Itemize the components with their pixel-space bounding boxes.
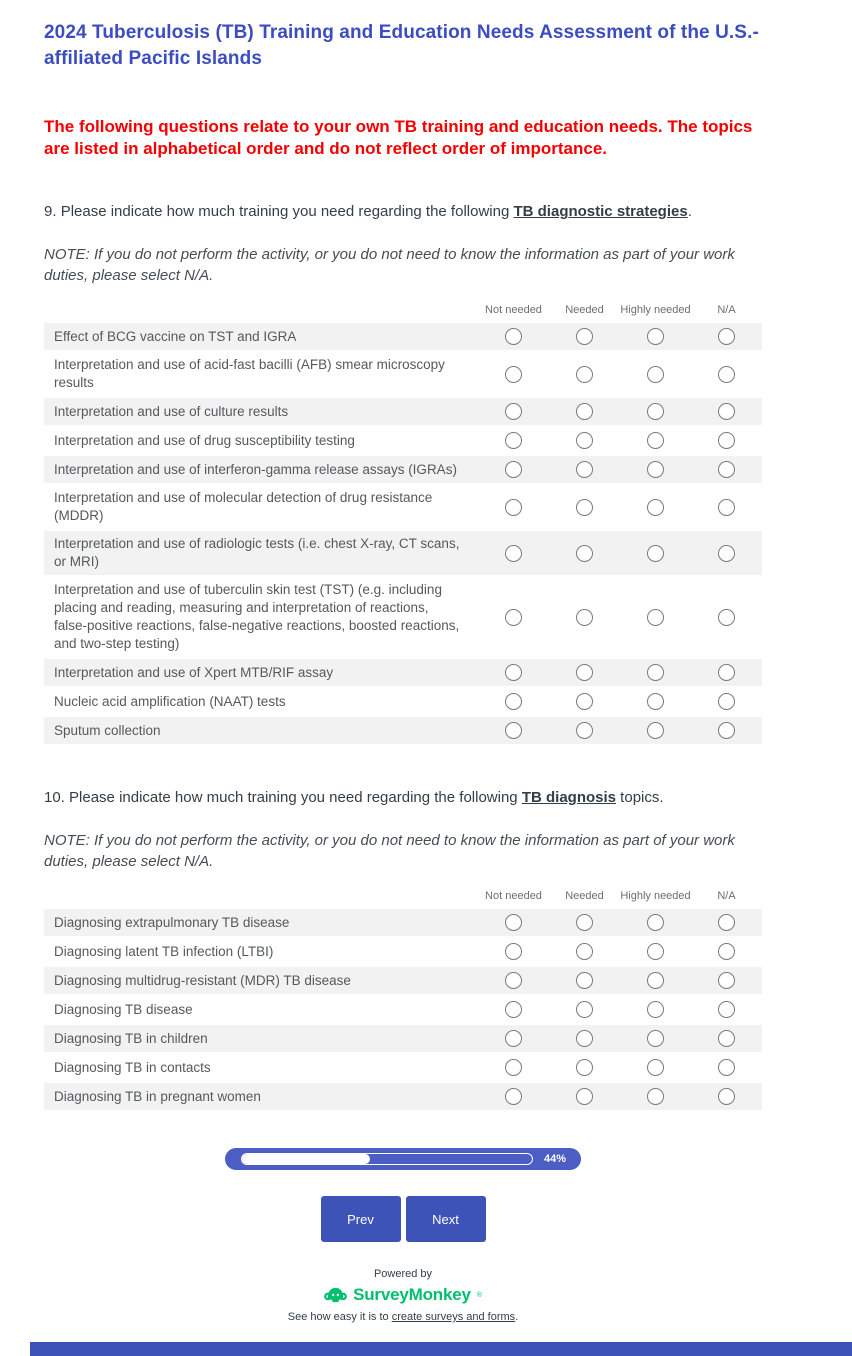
radio-cell-highly-needed <box>620 328 691 345</box>
radio-needed[interactable] <box>576 1088 593 1105</box>
radio-cell-na <box>691 328 762 345</box>
radio-cell-not-needed <box>478 972 549 989</box>
row-label: Diagnosing multidrug-resistant (MDR) TB disease <box>54 972 351 988</box>
radio-not-needed[interactable] <box>505 545 522 562</box>
radio-needed[interactable] <box>576 693 593 710</box>
radio-not-needed[interactable] <box>505 914 522 931</box>
radio-highly-needed[interactable] <box>647 914 664 931</box>
footer-cta-prefix: See how easy it is to <box>287 1311 392 1323</box>
page-title: 2024 Tuberculosis (TB) Training and Education Needs Assessment of the U.S.-affiliated Pacific Islands <box>44 22 759 69</box>
footer-cta-suffix: . <box>515 1311 519 1323</box>
radio-highly-needed[interactable] <box>647 972 664 989</box>
radio-cell-not-needed <box>478 1059 549 1076</box>
radio-highly-needed[interactable] <box>647 609 664 626</box>
radio-not-needed[interactable] <box>505 943 522 960</box>
column-header-na: N/A <box>717 890 736 902</box>
radio-cell-highly-needed <box>620 461 691 478</box>
radio-highly-needed[interactable] <box>647 943 664 960</box>
radio-cell-not-needed <box>478 366 549 383</box>
radio-cell-not-needed <box>478 664 549 681</box>
radio-highly-needed[interactable] <box>647 545 664 562</box>
row-label: Interpretation and use of tuberculin skin test (TST) (e.g. including placing and reading, measuring and interpretation of reactions, false-positive reactions, false-negative reactions, boosted reactions, and two-step testing) <box>54 582 460 651</box>
column-header-not-needed: Not needed <box>485 304 542 316</box>
table-row <box>44 1025 762 1054</box>
radio-cell-na <box>691 403 762 420</box>
radio-cell-not-needed <box>478 693 549 710</box>
radio-na[interactable] <box>718 914 735 931</box>
radio-cell-needed <box>549 461 620 478</box>
question-9-number: 9. <box>44 203 61 220</box>
radio-cell-needed <box>549 432 620 449</box>
radio-cell-not-needed <box>478 461 549 478</box>
radio-needed[interactable] <box>576 609 593 626</box>
radio-cell-needed <box>549 914 620 931</box>
table-row <box>44 909 762 938</box>
radio-na[interactable] <box>718 403 735 420</box>
radio-cell-highly-needed <box>620 499 691 516</box>
radio-highly-needed[interactable] <box>647 693 664 710</box>
radio-needed[interactable] <box>576 545 593 562</box>
row-label: Interpretation and use of acid-fast bacilli (AFB) smear microscopy results <box>54 357 445 390</box>
radio-highly-needed[interactable] <box>647 1001 664 1018</box>
row-label: Diagnosing latent TB infection (LTBI) <box>54 943 274 959</box>
radio-not-needed[interactable] <box>505 664 522 681</box>
row-label: Interpretation and use of interferon-gamma release assays (IGRAs) <box>54 461 457 477</box>
row-label: Effect of BCG vaccine on TST and IGRA <box>54 328 297 344</box>
radio-needed[interactable] <box>576 499 593 516</box>
radio-cell-highly-needed <box>620 545 691 562</box>
radio-cell-highly-needed <box>620 1059 691 1076</box>
radio-needed[interactable] <box>576 432 593 449</box>
radio-cell-not-needed <box>478 722 549 739</box>
radio-na[interactable] <box>718 943 735 960</box>
row-label: Diagnosing extrapulmonary TB disease <box>54 914 290 930</box>
table-row <box>44 323 762 352</box>
radio-not-needed[interactable] <box>505 972 522 989</box>
radio-na[interactable] <box>718 1088 735 1105</box>
radio-cell-highly-needed <box>620 693 691 710</box>
radio-cell-highly-needed <box>620 403 691 420</box>
question-10-note: NOTE: If you do not perform the activity, or you do not need to know the information as part of your work duties, please select N/A. <box>44 832 735 870</box>
radio-cell-not-needed <box>478 499 549 516</box>
radio-needed[interactable] <box>576 972 593 989</box>
radio-cell-highly-needed <box>620 1030 691 1047</box>
matrix-rows <box>44 323 762 746</box>
radio-needed[interactable] <box>576 1059 593 1076</box>
radio-cell-highly-needed <box>620 914 691 931</box>
radio-na[interactable] <box>718 693 735 710</box>
radio-needed[interactable] <box>576 366 593 383</box>
radio-cell-highly-needed <box>620 664 691 681</box>
column-header-not-needed: Not needed <box>485 890 542 902</box>
table-row <box>44 531 762 577</box>
bottom-bar <box>30 1342 852 1356</box>
question-10-prompt: Please indicate how much training you need regarding the following <box>69 789 522 806</box>
radio-cell-na <box>691 1030 762 1047</box>
radio-cell-needed <box>549 972 620 989</box>
question-9-matrix <box>44 300 762 746</box>
row-label: Interpretation and use of molecular detection of drug resistance (MDDR) <box>54 490 433 523</box>
registered-mark: ® <box>476 1291 482 1299</box>
matrix-header <box>44 886 762 909</box>
row-label: Diagnosing TB in children <box>54 1030 208 1046</box>
next-button[interactable]: Next <box>406 1196 486 1242</box>
table-row <box>44 456 762 485</box>
powered-by-label: Powered by <box>373 1268 433 1280</box>
question-10-number: 10. <box>44 789 70 806</box>
radio-cell-highly-needed <box>620 972 691 989</box>
progress-track <box>241 1153 533 1165</box>
progress-bar <box>225 1148 581 1170</box>
matrix-header <box>44 300 762 323</box>
radio-na[interactable] <box>718 609 735 626</box>
row-label: Interpretation and use of radiologic tests (i.e. chest X-ray, CT scans, or MRI) <box>54 536 460 569</box>
radio-not-needed[interactable] <box>505 1088 522 1105</box>
radio-cell-needed <box>549 664 620 681</box>
prev-button[interactable]: Prev <box>321 1196 401 1242</box>
radio-needed[interactable] <box>576 1001 593 1018</box>
radio-not-needed[interactable] <box>505 499 522 516</box>
radio-not-needed[interactable] <box>505 1001 522 1018</box>
table-row <box>44 427 762 456</box>
question-10-emphasis: TB diagnosis <box>521 789 617 806</box>
radio-not-needed[interactable] <box>505 722 522 739</box>
row-label: Sputum collection <box>54 722 161 738</box>
radio-cell-not-needed <box>478 432 549 449</box>
radio-na[interactable] <box>718 664 735 681</box>
radio-cell-highly-needed <box>620 943 691 960</box>
radio-na[interactable] <box>718 972 735 989</box>
radio-cell-not-needed <box>478 1088 549 1105</box>
question-9-suffix: . <box>687 203 692 220</box>
radio-highly-needed[interactable] <box>647 664 664 681</box>
radio-highly-needed[interactable] <box>647 1088 664 1105</box>
radio-cell-not-needed <box>478 403 549 420</box>
create-surveys-link[interactable]: create surveys and forms <box>391 1311 516 1323</box>
row-label: Diagnosing TB disease <box>54 1001 193 1017</box>
nav-buttons <box>44 1196 762 1242</box>
monkey-icon <box>324 1286 347 1305</box>
table-row <box>44 1083 762 1112</box>
radio-cell-needed <box>549 609 620 626</box>
radio-cell-not-needed <box>478 1001 549 1018</box>
table-row <box>44 577 762 659</box>
radio-not-needed[interactable] <box>505 1030 522 1047</box>
table-row <box>44 398 762 427</box>
row-label: Interpretation and use of drug susceptibility testing <box>54 432 355 448</box>
radio-cell-highly-needed <box>620 609 691 626</box>
radio-cell-na <box>691 943 762 960</box>
radio-needed[interactable] <box>576 664 593 681</box>
radio-cell-not-needed <box>478 1030 549 1047</box>
intro-text: The following questions relate to your own TB training and education needs. The topics are listed in alphabetical order and do not reflect order of importance. <box>44 117 753 158</box>
radio-cell-not-needed <box>478 328 549 345</box>
radio-cell-needed <box>549 366 620 383</box>
radio-not-needed[interactable] <box>505 693 522 710</box>
radio-na[interactable] <box>718 1030 735 1047</box>
radio-highly-needed[interactable] <box>647 366 664 383</box>
radio-needed[interactable] <box>576 722 593 739</box>
radio-cell-na <box>691 722 762 739</box>
survey-content <box>44 0 762 1323</box>
radio-not-needed[interactable] <box>505 403 522 420</box>
radio-cell-na <box>691 366 762 383</box>
footer <box>44 1268 762 1323</box>
matrix-rows <box>44 909 762 1112</box>
footer-cta <box>44 1311 762 1323</box>
row-label: Interpretation and use of Xpert MTB/RIF assay <box>54 664 334 680</box>
radio-cell-na <box>691 461 762 478</box>
radio-needed[interactable] <box>576 328 593 345</box>
radio-highly-needed[interactable] <box>647 722 664 739</box>
radio-cell-needed <box>549 403 620 420</box>
radio-cell-needed <box>549 1030 620 1047</box>
question-9 <box>44 202 762 746</box>
radio-cell-na <box>691 693 762 710</box>
radio-cell-highly-needed <box>620 1001 691 1018</box>
radio-cell-needed <box>549 1059 620 1076</box>
radio-cell-not-needed <box>478 545 549 562</box>
surveymonkey-wordmark: SurveyMonkey <box>353 1285 471 1304</box>
radio-na[interactable] <box>718 1059 735 1076</box>
radio-needed[interactable] <box>576 461 593 478</box>
question-10-matrix <box>44 886 762 1112</box>
radio-na[interactable] <box>718 722 735 739</box>
radio-cell-needed <box>549 943 620 960</box>
radio-cell-needed <box>549 499 620 516</box>
radio-cell-na <box>691 664 762 681</box>
radio-na[interactable] <box>718 545 735 562</box>
question-9-prompt: Please indicate how much training you need regarding the following <box>60 203 514 220</box>
radio-cell-na <box>691 499 762 516</box>
row-label: Nucleic acid amplification (NAAT) tests <box>54 693 286 709</box>
question-9-emphasis: TB diagnostic strategies <box>513 203 688 220</box>
radio-highly-needed[interactable] <box>647 432 664 449</box>
radio-highly-needed[interactable] <box>647 1059 664 1076</box>
radio-cell-highly-needed <box>620 1088 691 1105</box>
radio-cell-not-needed <box>478 914 549 931</box>
table-row <box>44 659 762 688</box>
radio-needed[interactable] <box>576 403 593 420</box>
radio-not-needed[interactable] <box>505 366 522 383</box>
table-row <box>44 938 762 967</box>
radio-needed[interactable] <box>576 914 593 931</box>
progress-fill <box>242 1154 370 1164</box>
row-label: Diagnosing TB in contacts <box>54 1059 211 1075</box>
radio-cell-needed <box>549 693 620 710</box>
radio-na[interactable] <box>718 461 735 478</box>
surveymonkey-logo[interactable] <box>44 1285 762 1305</box>
radio-highly-needed[interactable] <box>647 499 664 516</box>
question-9-note: NOTE: If you do not perform the activity, or you do not need to know the information as part of your work duties, please select N/A. <box>44 246 735 284</box>
radio-cell-highly-needed <box>620 722 691 739</box>
question-10 <box>44 788 762 1112</box>
radio-na[interactable] <box>718 366 735 383</box>
table-row <box>44 996 762 1025</box>
radio-na[interactable] <box>718 328 735 345</box>
table-row <box>44 967 762 996</box>
radio-cell-needed <box>549 328 620 345</box>
radio-na[interactable] <box>718 499 735 516</box>
radio-not-needed[interactable] <box>505 609 522 626</box>
radio-cell-not-needed <box>478 943 549 960</box>
radio-highly-needed[interactable] <box>647 403 664 420</box>
radio-not-needed[interactable] <box>505 328 522 345</box>
radio-cell-needed <box>549 1001 620 1018</box>
radio-cell-na <box>691 1001 762 1018</box>
row-label: Diagnosing TB in pregnant women <box>54 1088 261 1104</box>
radio-not-needed[interactable] <box>505 1059 522 1076</box>
radio-cell-na <box>691 609 762 626</box>
column-header-needed: Needed <box>565 304 604 316</box>
question-10-suffix: topics. <box>616 789 664 806</box>
row-label: Interpretation and use of culture results <box>54 403 289 419</box>
column-header-needed: Needed <box>565 890 604 902</box>
progress-percent: 44% <box>544 1153 567 1165</box>
radio-cell-na <box>691 972 762 989</box>
radio-highly-needed[interactable] <box>647 461 664 478</box>
column-header-na: N/A <box>717 304 736 316</box>
radio-needed[interactable] <box>576 1030 593 1047</box>
column-header-highly-needed: Highly needed <box>620 304 691 316</box>
radio-not-needed[interactable] <box>505 461 522 478</box>
radio-cell-na <box>691 1059 762 1076</box>
radio-cell-not-needed <box>478 609 549 626</box>
radio-not-needed[interactable] <box>505 432 522 449</box>
table-row <box>44 688 762 717</box>
radio-cell-needed <box>549 545 620 562</box>
radio-cell-na <box>691 432 762 449</box>
radio-highly-needed[interactable] <box>647 1030 664 1047</box>
radio-cell-na <box>691 1088 762 1105</box>
radio-cell-highly-needed <box>620 366 691 383</box>
table-row <box>44 352 762 398</box>
radio-cell-na <box>691 914 762 931</box>
column-header-highly-needed: Highly needed <box>620 890 691 902</box>
radio-cell-needed <box>549 1088 620 1105</box>
radio-highly-needed[interactable] <box>647 328 664 345</box>
radio-needed[interactable] <box>576 943 593 960</box>
table-row <box>44 1054 762 1083</box>
table-row <box>44 717 762 746</box>
question-9-text <box>44 202 762 222</box>
radio-cell-na <box>691 545 762 562</box>
radio-cell-highly-needed <box>620 432 691 449</box>
table-row <box>44 485 762 531</box>
radio-na[interactable] <box>718 1001 735 1018</box>
radio-cell-needed <box>549 722 620 739</box>
question-10-text <box>44 788 762 808</box>
radio-na[interactable] <box>718 432 735 449</box>
